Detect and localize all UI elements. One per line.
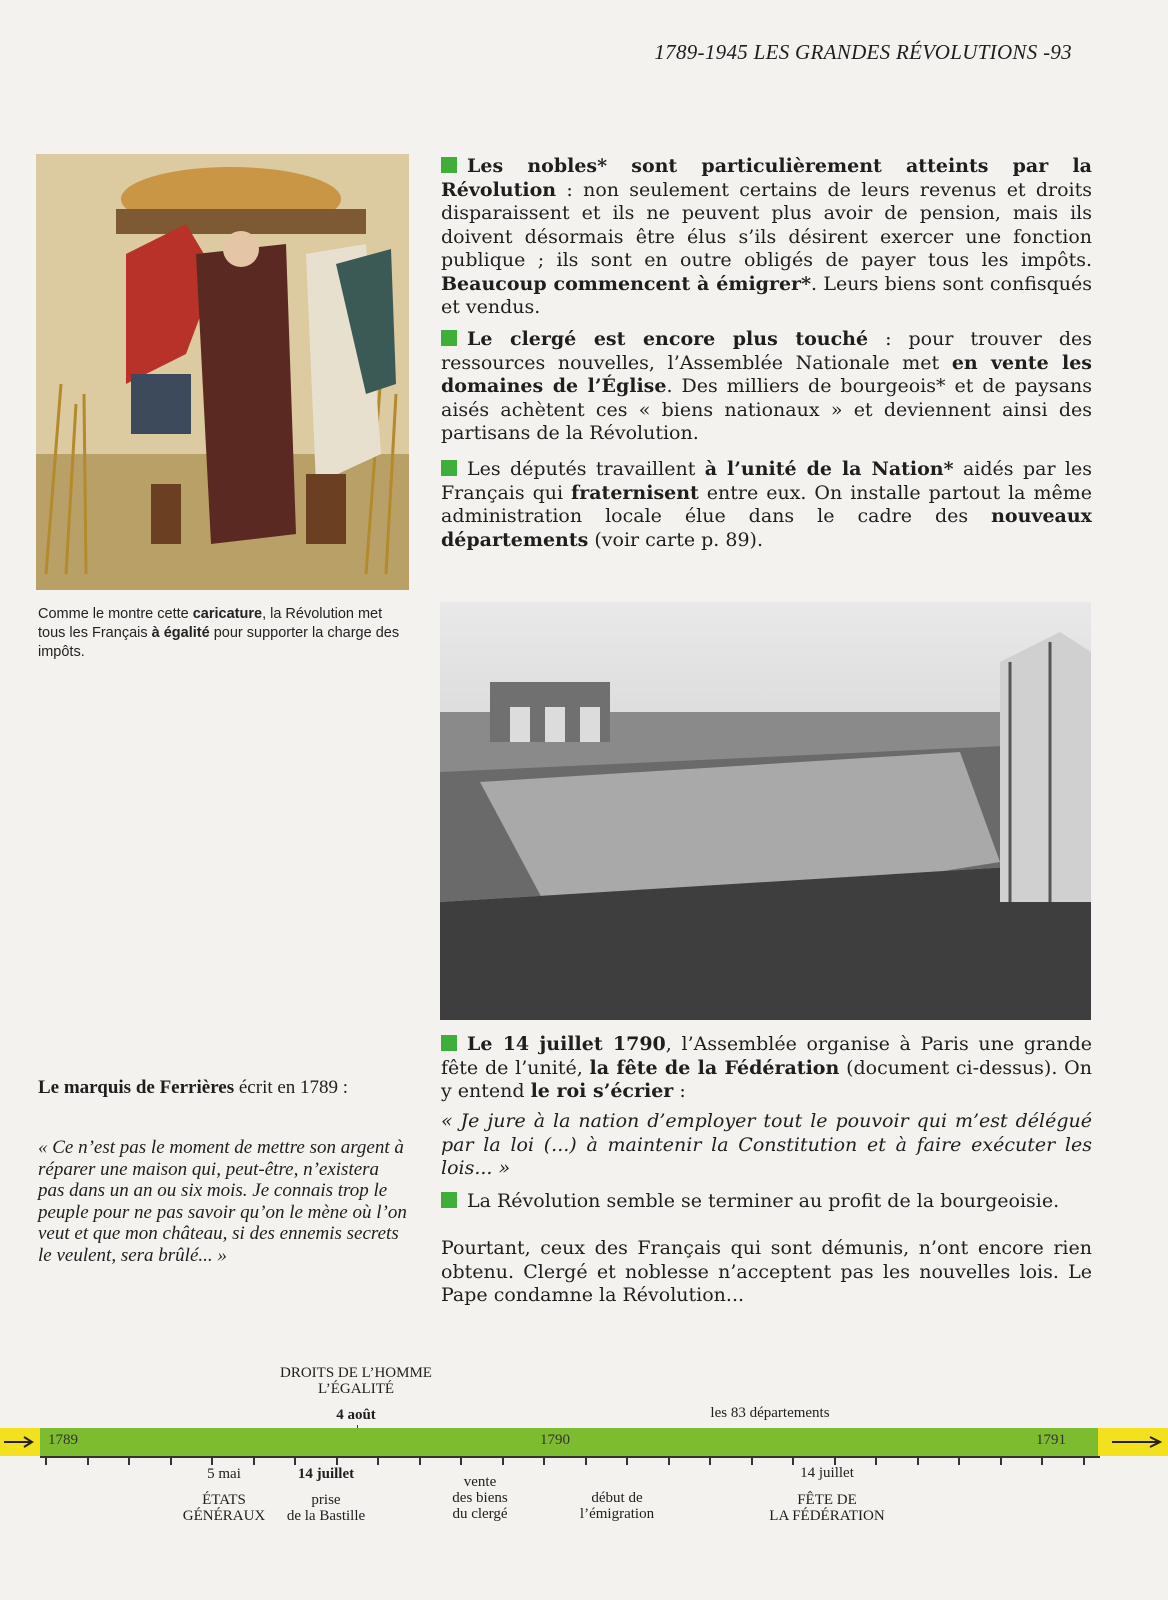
body-text: : pour trouver des ressources nouvelles, l’Assemblée Nationale met	[441, 328, 1092, 374]
bold-text: Le clergé est encore plus touché	[467, 328, 869, 350]
caption-text: pour supporter la charge des impôts.	[38, 625, 400, 660]
paragraph-nobles	[441, 155, 1092, 320]
timeline-etats-date: 5 mai	[207, 1466, 241, 1482]
body-text: :	[673, 1080, 686, 1102]
timeline-etats-line1: ÉTATS	[202, 1492, 246, 1508]
timeline-droits-line2: L’ÉGALITÉ	[317, 1381, 395, 1397]
timeline-tick	[253, 1456, 255, 1465]
timeline-fete-line1: FÊTE DE	[797, 1492, 857, 1508]
timeline-tick	[294, 1456, 296, 1465]
timeline-tick	[958, 1456, 960, 1465]
bold-text: la fête de la Fédération	[589, 1056, 840, 1079]
timeline-tick	[336, 1456, 338, 1465]
timeline-fete-line2: LA FÉDÉRATION	[769, 1508, 885, 1524]
timeline-tick	[377, 1456, 379, 1465]
caption-bold-egalite: à égalité	[151, 625, 210, 641]
timeline-tick	[1000, 1456, 1002, 1465]
timeline-etats-line2: GÉNÉRAUX	[182, 1508, 266, 1524]
timeline-tick	[87, 1456, 89, 1465]
timeline-year-1790: 1790	[540, 1432, 570, 1448]
caricature-caption	[38, 605, 413, 662]
timeline-tick	[419, 1456, 421, 1465]
bold-text: en vente les domaines de l’Église	[441, 351, 1092, 397]
timeline-tick	[834, 1456, 836, 1465]
bold-text: Les nobles* sont particulièrement atteints par la Révolution	[441, 155, 1092, 201]
timeline-tick	[585, 1456, 587, 1465]
caption-text: Comme le montre cette	[38, 606, 193, 622]
timeline-emigration-line1: début de	[591, 1490, 643, 1506]
bold-text: le roi s’écrier	[530, 1080, 674, 1102]
timeline-year-1789: 1789	[48, 1432, 78, 1448]
bold-text: Beaucoup commencent à émigrer*	[441, 272, 812, 295]
timeline-arrow-icon	[1098, 1428, 1168, 1456]
timeline-emigration-line2: l’émigration	[579, 1506, 655, 1522]
timeline-tick	[128, 1456, 130, 1465]
body-text: aidés par les Français qui	[441, 458, 1093, 504]
timeline-bastille-date: 14 juillet	[297, 1466, 355, 1482]
ferrieres-intro	[38, 1077, 398, 1099]
timeline-tick	[792, 1456, 794, 1465]
timeline-departements: les 83 départements	[710, 1405, 830, 1421]
timeline-tick	[460, 1456, 462, 1465]
timeline-tick	[170, 1456, 172, 1465]
body-text: , l’Assemblée organise à Paris une grande fête de l’unité,	[441, 1033, 1092, 1079]
body-text: . Leurs biens sont confisqués et vendus.	[441, 272, 1093, 318]
timeline-droits-date: 4 août	[336, 1407, 376, 1423]
timeline-tick	[211, 1456, 213, 1465]
timeline-vente-line3: du clergé	[452, 1506, 508, 1522]
timeline-tick	[626, 1456, 628, 1465]
timeline-bastille-line1: prise	[311, 1492, 341, 1508]
bold-text: à l’unité de la Nation*	[704, 458, 954, 480]
timeline-start-cap	[0, 1428, 40, 1456]
timeline-tick	[502, 1456, 504, 1465]
timeline-year-1791: 1791	[1036, 1432, 1066, 1448]
author-name: Le marquis de Ferrières	[38, 1077, 235, 1098]
running-head: 1789-1945 LES GRANDES RÉVOLUTIONS -93	[654, 40, 1072, 64]
green-bullet-icon	[441, 157, 457, 173]
caricature-illustration	[36, 154, 409, 590]
timeline-tick	[751, 1456, 753, 1465]
intro-text: écrit en 1789 :	[234, 1077, 349, 1098]
bold-text: fraternisent	[571, 481, 699, 504]
timeline-bar	[0, 1428, 1168, 1456]
green-bullet-icon	[441, 460, 457, 476]
timeline-axis	[40, 1456, 1100, 1458]
caption-text: , la Révolution met tous les Français	[38, 606, 383, 641]
timeline-tick	[543, 1456, 545, 1465]
paragraph-bourgeoisie	[441, 1190, 1092, 1214]
green-bullet-icon	[441, 1035, 457, 1051]
caption-bold-caricature: caricature	[192, 606, 263, 622]
body-text: . Des milliers de bourgeois* et de paysans aisés achètent ces « biens nationaux » et deviennent ainsi des partisans de la Révolution.	[441, 375, 1092, 444]
bold-text: nouveaux départements	[441, 505, 1092, 551]
timeline-droits-line1: DROITS DE L’HOMME	[280, 1365, 432, 1381]
green-bullet-icon	[441, 1192, 457, 1208]
timeline-tick	[709, 1456, 711, 1465]
body-text: entre eux. On installe partout la même administration locale élue dans le cadre des	[441, 481, 1092, 527]
timeline-tick	[45, 1456, 47, 1465]
king-quote: « Je jure à la nation d’employer tout le pouvoir qui m’est délégué par la loi (...) à maintenir la Constitution et à faire exécuter les lois... »	[441, 1110, 1092, 1179]
timeline-vente-line1: vente	[463, 1474, 497, 1490]
paragraph-nation	[441, 458, 1092, 552]
paragraph-pourtant: Pourtant, ceux des Français qui sont démunis, n’ont encore rien obtenu. Clergé et noblesse n’acceptent pas les nouvelles lois. Le Pape condamne la Révolution...	[441, 1237, 1092, 1306]
green-bullet-icon	[441, 330, 457, 346]
timeline-bastille-line2: de la Bastille	[286, 1508, 366, 1524]
federation-engraving	[440, 602, 1091, 1020]
bold-text: Le 14 juillet 1790	[467, 1033, 666, 1055]
body-text: La Révolution semble se terminer au profit de la bourgeoisie.	[467, 1190, 1060, 1212]
body-text: (document ci-dessus). On y entend	[441, 1056, 1092, 1102]
timeline-fete-date: 14 juillet	[800, 1465, 854, 1481]
body-text: : non seulement certains de leurs revenus et droits disparaissent et ils ne peuvent plus avoir de pension, mais ils doivent désormais être élus s’ils désirent exercer une fonction publique ; ils sont en outre obligés de payer tous les impôts.	[441, 178, 1092, 271]
timeline-tick	[668, 1456, 670, 1465]
ferrieres-quote: « Ce n’est pas le moment de mettre son argent à réparer une maison qui, peut-être, n’existera pas dans un an ou six mois. Je connais trop le peuple pour ne pas savoir qu’on le mène où l’on veut et que mon château, si des ennemis secrets le veulent, sera brûlé... »	[38, 1137, 407, 1266]
timeline-tick	[1041, 1456, 1043, 1465]
timeline-tick	[917, 1456, 919, 1465]
body-text: Les députés travaillent	[467, 458, 705, 480]
body-text: (voir carte p. 89).	[588, 528, 763, 551]
timeline-tick	[875, 1456, 877, 1465]
paragraph-clerge	[441, 328, 1092, 446]
paragraph-fete	[441, 1033, 1092, 1104]
timeline-vente-line2: des biens	[452, 1490, 508, 1506]
timeline-tick	[1083, 1456, 1085, 1465]
